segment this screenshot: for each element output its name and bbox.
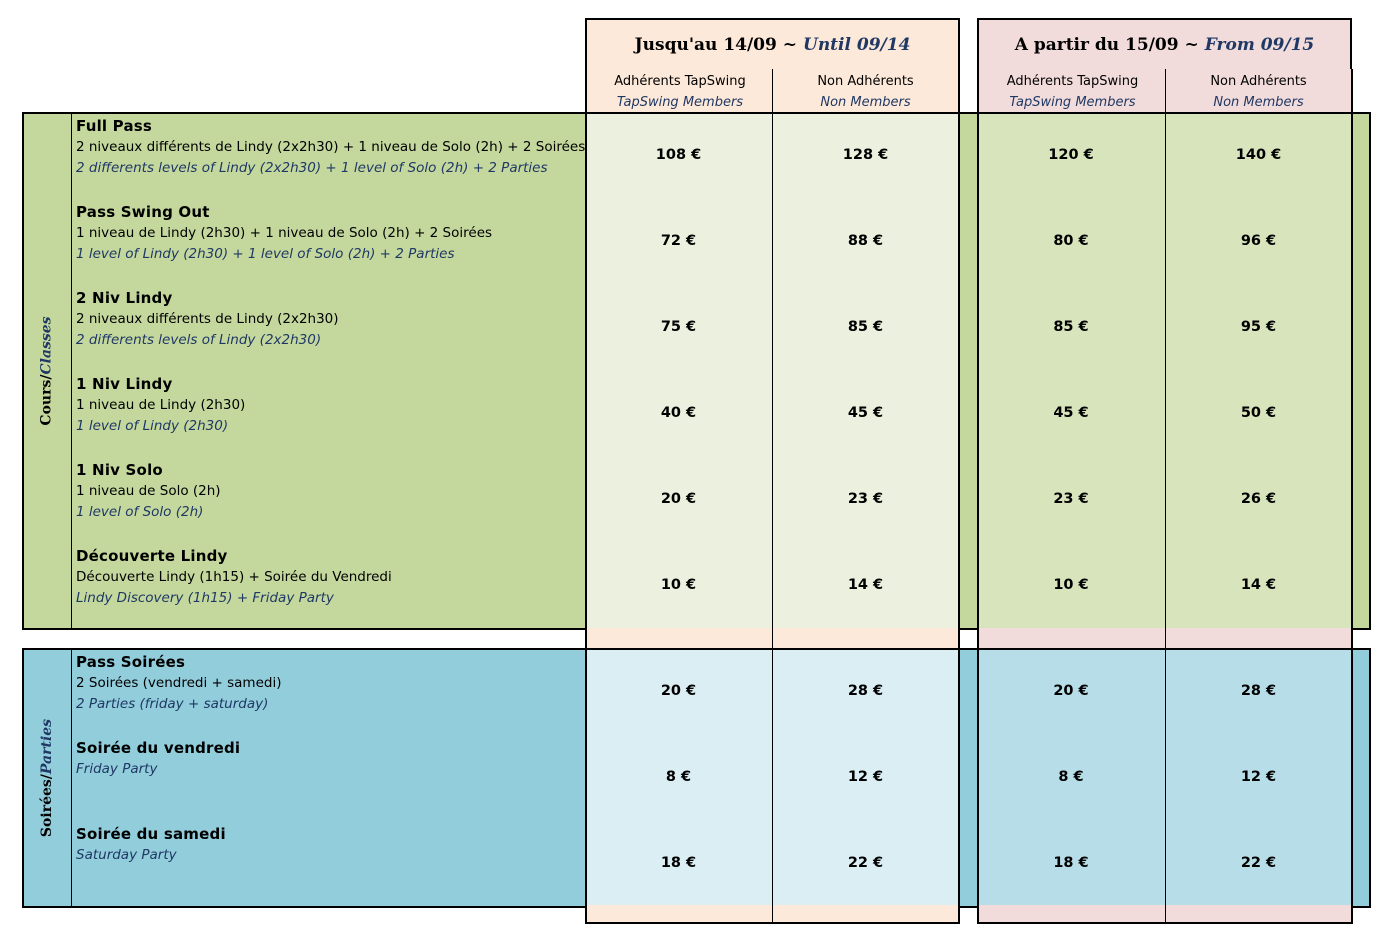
row-description-fr: 1 niveau de Lindy (2h30) + 1 niveau de Solo (2h) + 2 Soirées <box>76 225 493 241</box>
column-header <box>585 69 773 113</box>
price-cell: 85 € <box>847 319 884 335</box>
price-cell: 40 € <box>660 405 697 421</box>
section-title-en: Parties <box>39 718 56 775</box>
price-cell: 120 € <box>1048 147 1094 163</box>
column-header <box>977 69 1166 113</box>
price-cell: 23 € <box>1053 491 1089 507</box>
row-description-en: 1 level of Lindy (2h30) + 1 level of Solo (2h) + 2 Parties <box>76 246 455 262</box>
row-label <box>72 734 584 820</box>
period-header-1 <box>977 18 1352 70</box>
section-title <box>39 316 55 425</box>
row-label <box>72 284 584 370</box>
column-spacer <box>772 905 960 924</box>
row-description-fr: 1 niveau de Solo (2h) <box>76 483 221 499</box>
column-spacer <box>1165 628 1353 648</box>
price-cell: 20 € <box>660 683 697 699</box>
price-cell: 10 € <box>1053 577 1089 593</box>
row-name: Pass Soirées <box>76 653 186 671</box>
row-label <box>72 112 584 198</box>
section-label <box>24 650 70 906</box>
price-cell: 72 € <box>660 233 697 249</box>
row-label <box>72 456 584 542</box>
price-cell: 8 € <box>665 769 692 785</box>
row-label <box>72 820 584 906</box>
column-label-en: Non Members <box>1213 95 1304 110</box>
price-cell: 80 € <box>1053 233 1089 249</box>
price-cell: 12 € <box>1240 769 1277 785</box>
period-title: A partir du 15/09 ~ <box>1014 34 1199 55</box>
price-cell: 88 € <box>847 233 884 249</box>
price-cell: 140 € <box>1235 147 1282 163</box>
column-label-en: TapSwing Members <box>616 95 744 110</box>
column-spacer <box>1165 905 1353 924</box>
row-description-fr: 2 niveaux différents de Lindy (2x2h30) + 1 niveau de Solo (2h) + 2 Soirées <box>76 139 586 155</box>
column-label: Adhérents TapSwing <box>1006 74 1139 89</box>
section-title-fr: Soirées/ <box>39 774 56 838</box>
row-description-en: 1 level of Lindy (2h30) <box>76 418 229 434</box>
price-cell: 14 € <box>1240 577 1277 593</box>
section-title-fr: Cours/ <box>39 374 55 426</box>
row-description-en: Saturday Party <box>76 847 177 863</box>
column-spacer <box>585 905 773 924</box>
price-cell: 28 € <box>847 683 884 699</box>
column-label: Non Adhérents <box>817 74 914 89</box>
price-cell: 12 € <box>847 769 884 785</box>
row-name: 2 Niv Lindy <box>76 289 173 307</box>
column-label: Adhérents TapSwing <box>614 74 746 89</box>
section-title <box>39 719 55 837</box>
row-description-en: 2 differents levels of Lindy (2x2h30) <box>76 332 322 348</box>
row-name: Soirée du vendredi <box>76 739 241 757</box>
row-name: Full Pass <box>76 117 153 135</box>
price-cell: 20 € <box>660 491 697 507</box>
row-label <box>72 198 584 284</box>
price-cell: 28 € <box>1240 683 1277 699</box>
price-cell: 22 € <box>1240 855 1277 871</box>
row-description-fr: 2 niveaux différents de Lindy (2x2h30) <box>76 311 339 327</box>
price-cell: 45 € <box>1053 405 1089 421</box>
period-title: Jusqu'au 14/09 ~ <box>634 34 797 55</box>
price-cell: 50 € <box>1240 405 1277 421</box>
price-cell: 10 € <box>660 577 697 593</box>
row-description-en: Lindy Discovery (1h15) + Friday Party <box>76 590 334 606</box>
column-spacer <box>772 628 960 648</box>
row-description-fr: 1 niveau de Lindy (2h30) <box>76 397 246 413</box>
period-title-en: Until 09/14 <box>803 34 911 55</box>
price-cell: 96 € <box>1240 233 1277 249</box>
row-name: Soirée du samedi <box>76 825 226 843</box>
row-description-en: 1 level of Solo (2h) <box>76 504 204 520</box>
price-cell: 128 € <box>842 147 889 163</box>
row-description-en: 2 Parties (friday + saturday) <box>76 696 269 712</box>
column-header <box>772 69 960 113</box>
price-cell: 26 € <box>1240 491 1277 507</box>
period-header-0 <box>585 18 960 70</box>
price-cell: 14 € <box>847 577 884 593</box>
row-description-en: 2 differents levels of Lindy (2x2h30) + 1 level of Solo (2h) + 2 Parties <box>76 160 548 176</box>
price-cell: 75 € <box>660 319 697 335</box>
row-label <box>72 542 584 628</box>
column-spacer <box>585 628 773 648</box>
row-name: 1 Niv Solo <box>76 461 163 479</box>
row-name: Pass Swing Out <box>76 203 210 221</box>
price-cell: 95 € <box>1240 319 1277 335</box>
price-cell: 18 € <box>1053 855 1089 871</box>
price-cell: 18 € <box>660 855 697 871</box>
row-description-fr: Découverte Lindy (1h15) + Soirée du Vendredi <box>76 569 392 585</box>
price-cell: 85 € <box>1053 319 1089 335</box>
section-title-en: Classes <box>39 316 55 375</box>
row-name: 1 Niv Lindy <box>76 375 173 393</box>
period-title-en: From 09/15 <box>1204 34 1315 55</box>
column-spacer <box>977 905 1166 924</box>
price-cell: 22 € <box>847 855 884 871</box>
price-cell: 45 € <box>847 405 884 421</box>
price-cell: 20 € <box>1053 683 1089 699</box>
row-label <box>72 648 584 734</box>
price-cell: 23 € <box>847 491 884 507</box>
column-label-en: TapSwing Members <box>1009 95 1136 110</box>
section-label <box>24 114 70 628</box>
row-description-en: Friday Party <box>76 761 158 777</box>
row-name: Découverte Lindy <box>76 547 228 565</box>
row-label <box>72 370 584 456</box>
column-header <box>1165 69 1353 113</box>
column-label: Non Adhérents <box>1210 74 1307 89</box>
column-spacer <box>977 628 1166 648</box>
price-cell: 108 € <box>655 147 702 163</box>
column-label-en: Non Members <box>820 95 911 110</box>
row-description-fr: 2 Soirées (vendredi + samedi) <box>76 675 282 691</box>
price-cell: 8 € <box>1058 769 1084 785</box>
